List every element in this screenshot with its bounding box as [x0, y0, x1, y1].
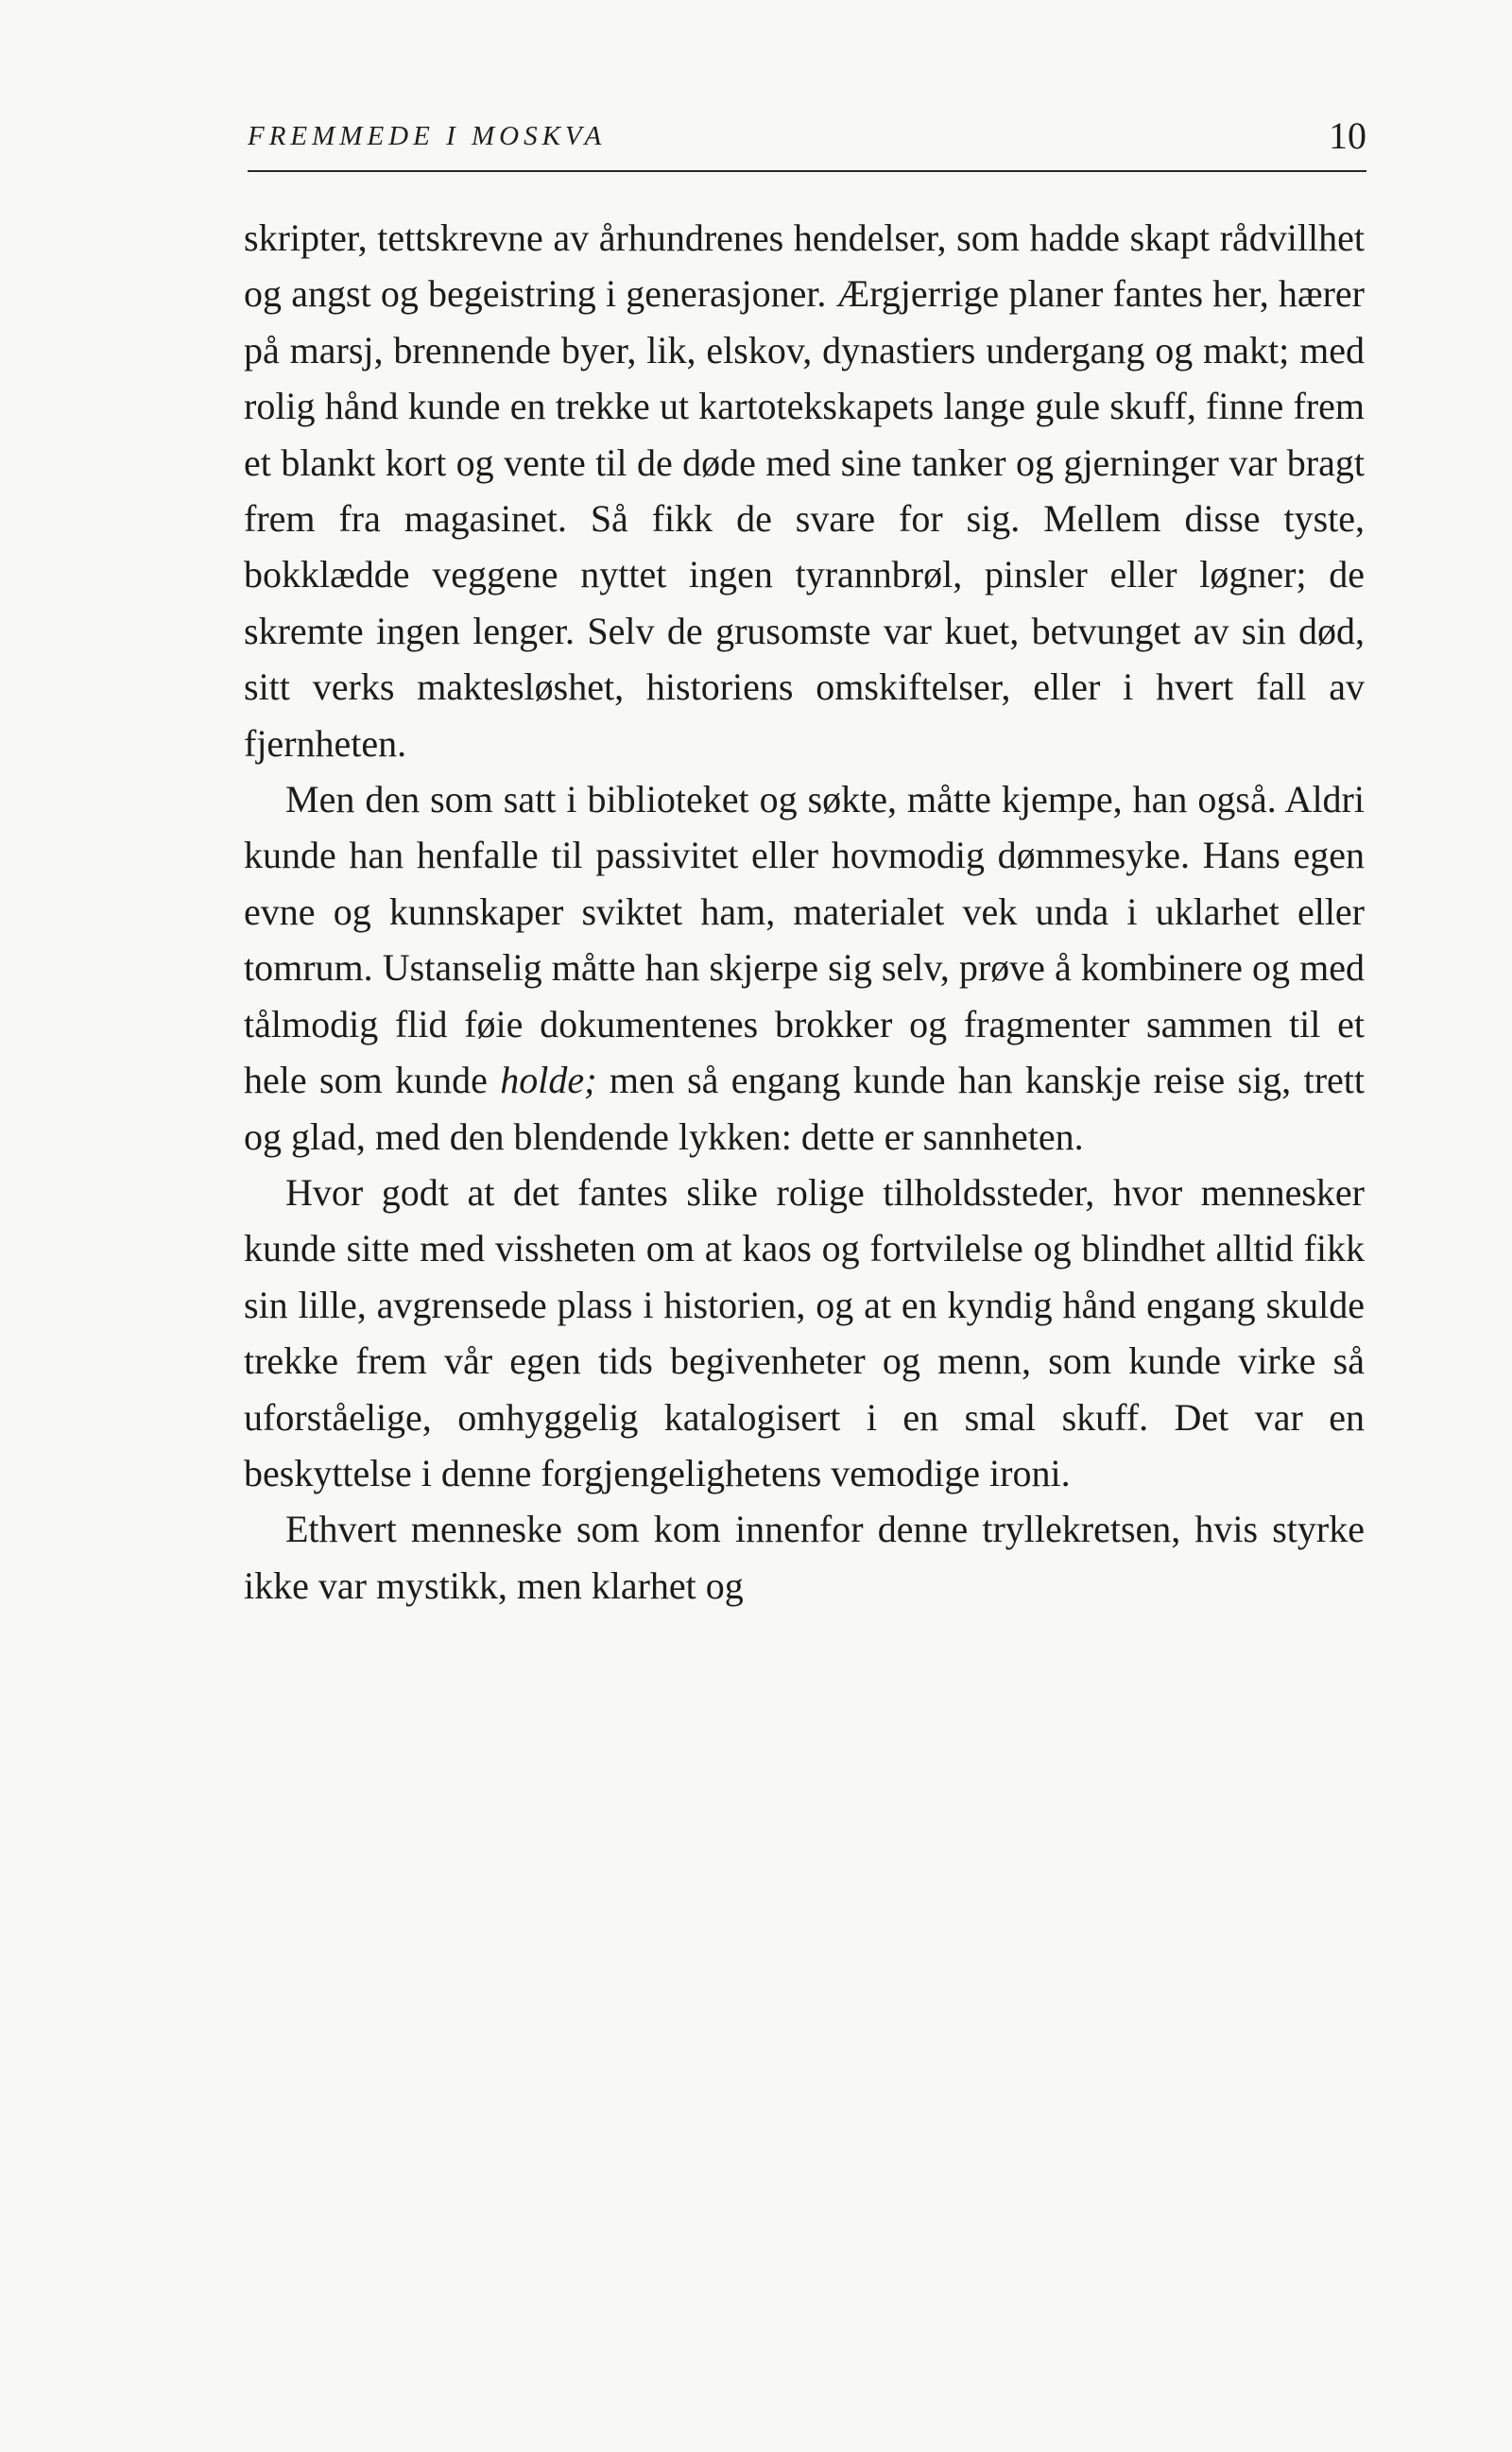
paragraph-2-text: Men den som satt i biblioteket og søkte, måtte kjempe, han også. Aldri kunde han henfalle til passivitet eller hovmodig dømmesyke. Hans egen evne og kunnskaper sviktet ham, materialet vek unda i uklarhet eller tomrum. Ustanselig måtte han skjerpe sig selv, prøve å kombinere og med tålmodig flid føie dokumentenes brokker og fragmenter sammen til et hele som kunde: [244, 778, 1365, 1102]
paragraph-4: [244, 1501, 1365, 1614]
paragraph-2: [244, 771, 1365, 1165]
running-title: FREMMEDE I MOSKVA: [248, 121, 607, 151]
page-number: 10: [1329, 114, 1366, 157]
body-text: [244, 210, 1365, 1614]
paragraph-3-text: Hvor godt at det fantes slike rolige tilholdssteder, hvor mennesker kunde sitte med vissheten om at kaos og fortvilelse og blindhet alltid fikk sin lille, avgrensede plass i historien, og at en kyndig hånd engang skulde trekke frem vår egen tids begivenheter og menn, som kunde virke så uforståelige, omhyggelig katalogisert i en smal skuff. Det var en beskyttelse i denne forgjengelighetens vemodige ironi.: [244, 1170, 1365, 1494]
paragraph-2-text-cont: men så engang kunde han kanskje reise sig, trett og glad, med den blendende lykken: dette er sannheten.: [244, 1059, 1365, 1158]
paragraph-3: [244, 1165, 1365, 1501]
paragraph-1: [244, 210, 1365, 771]
emphasis-text: holde;: [500, 1059, 597, 1102]
page-header: [248, 112, 1366, 172]
paragraph-1-text: skripter, tettskrevne av århundrenes hendelser, som hadde skapt rådvillhet og angst og begeistring i generasjoner. Ærgjerrige planer fantes her, hærer på marsj, brennende byer, lik, elskov, dynastiers undergang og makt; med rolig hånd kunde en trekke ut kartotekskapets lange gule skuff, finne frem et blankt kort og vente til de døde med sine tanker og gjerninger var bragt frem fra magasinet. Så fikk de svare for sig. Mellem disse tyste, bokklædde veggene nyttet ingen tyrannbrøl, pinsler eller løgner; de skremte ingen lenger. Selv de grusomste var kuet, betvunget av sin død, sitt verks maktesløshet, historiens omskiftelser, eller i hvert fall av fjernheten.: [244, 216, 1365, 765]
paragraph-4-text: Ethvert menneske som kom innenfor denne tryllekretsen, hvis styrke ikke var mystikk, men klarhet og: [244, 1508, 1365, 1607]
